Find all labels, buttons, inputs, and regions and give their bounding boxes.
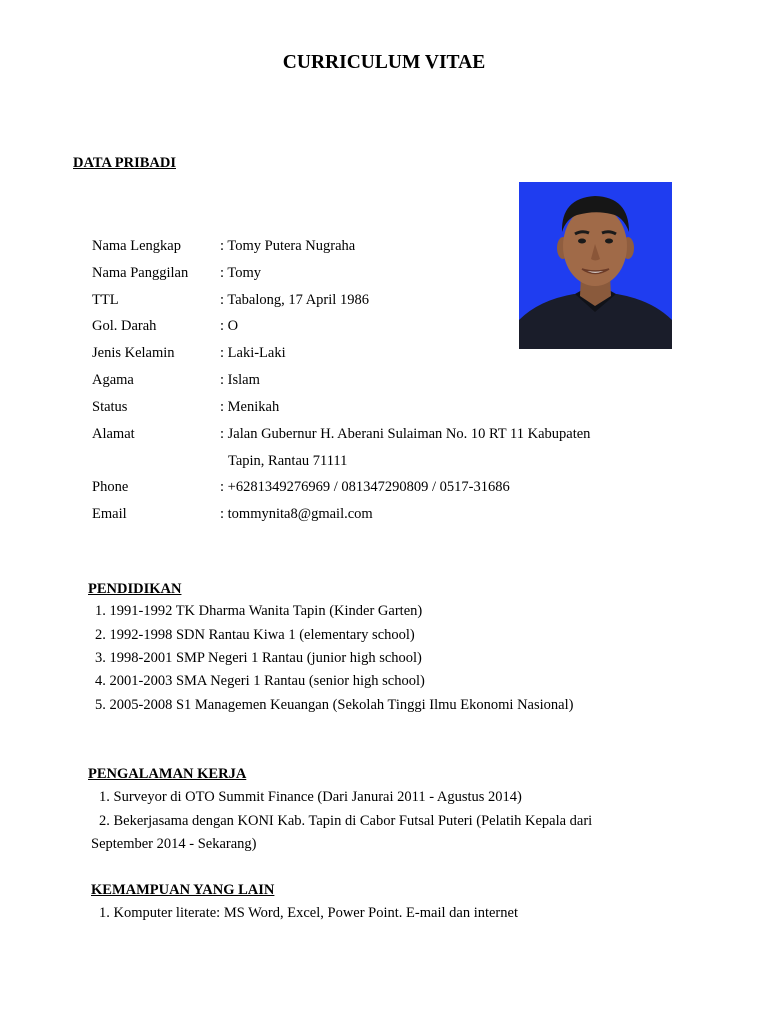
field-value: : Tomy Putera Nugraha xyxy=(220,238,356,254)
education-item: 4. 2001-2003 SMA Negeri 1 Rantau (senior high school) xyxy=(95,673,425,689)
field-label: Nama Lengkap xyxy=(92,238,181,254)
experience-heading: PENGALAMAN KERJA xyxy=(88,766,247,782)
skills-heading: KEMAMPUAN YANG LAIN xyxy=(91,882,275,898)
field-value: : Laki-Laki xyxy=(220,345,286,361)
experience-item: 1. Surveyor di OTO Summit Finance (Dari Janurai 2011 - Agustus 2014) xyxy=(99,789,522,805)
field-label: Email xyxy=(92,506,127,522)
field-value: : Tomy xyxy=(220,265,262,281)
skills-item: 1. Komputer literate: MS Word, Excel, Power Point. E-mail dan internet xyxy=(99,905,518,921)
field-label: Jenis Kelamin xyxy=(92,345,175,361)
field-value: : Tabalong, 17 April 1986 xyxy=(220,292,369,308)
address-continuation: Tapin, Rantau 71111 xyxy=(228,453,348,469)
personal-data-heading: DATA PRIBADI xyxy=(73,155,176,171)
field-value: : Jalan Gubernur H. Aberani Sulaiman No. 10 RT 11 Kabupaten xyxy=(220,426,591,442)
field-value: : Islam xyxy=(220,372,260,388)
field-label: Status xyxy=(92,399,128,415)
field-value: : Menikah xyxy=(220,399,280,415)
profile-photo xyxy=(519,182,672,349)
experience-item-continuation: September 2014 - Sekarang) xyxy=(91,836,257,852)
education-item: 5. 2005-2008 S1 Managemen Keuangan (Sekolah Tinggi Ilmu Ekonomi Nasional) xyxy=(95,697,574,713)
field-label: TTL xyxy=(92,292,119,308)
education-item: 1. 1991-1992 TK Dharma Wanita Tapin (Kinder Garten) xyxy=(95,603,423,619)
education-heading: PENDIDIKAN xyxy=(88,581,182,597)
field-value: : O xyxy=(220,318,239,334)
field-label: Alamat xyxy=(92,426,135,442)
experience-item: 2. Bekerjasama dengan KONI Kab. Tapin di Cabor Futsal Puteri (Pelatih Kepala dari xyxy=(99,813,593,829)
page-title: CURRICULUM VITAE xyxy=(282,52,486,73)
education-item: 2. 1992-1998 SDN Rantau Kiwa 1 (elementary school) xyxy=(95,627,415,643)
field-value: : tommynita8@gmail.com xyxy=(220,506,373,522)
field-label: Gol. Darah xyxy=(92,318,157,334)
field-label: Phone xyxy=(92,479,129,495)
field-label: Nama Panggilan xyxy=(92,265,189,281)
education-item: 3. 1998-2001 SMP Negeri 1 Rantau (junior high school) xyxy=(95,650,422,666)
person-photo-icon xyxy=(519,182,672,349)
field-value: : +6281349276969 / 081347290809 / 0517-31686 xyxy=(220,479,510,495)
field-label: Agama xyxy=(92,372,134,388)
